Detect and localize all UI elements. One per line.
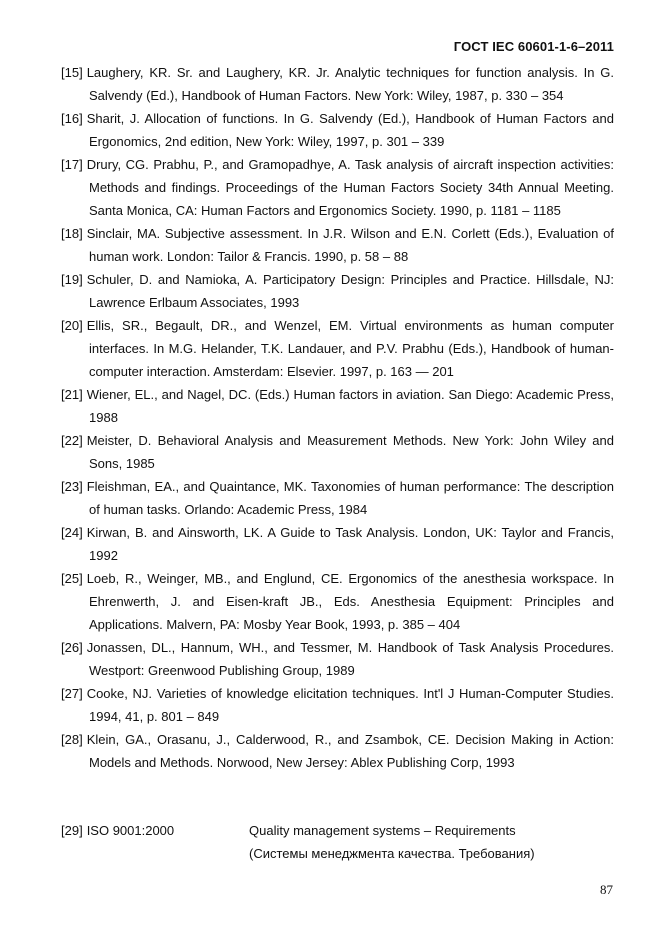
reference-item — [61, 314, 614, 383]
iso-standard-code: ISO 9001:2000 — [86, 823, 175, 838]
reference-item — [61, 153, 614, 222]
reference-item — [61, 222, 614, 268]
reference-number: [25] — [61, 571, 83, 586]
reference-text: Cooke, NJ. Varieties of knowledge elicitation techniques. Int'l J Human-Computer Studies. 1994, 41, p. 801 – 849 — [86, 686, 614, 724]
reference-number: [24] — [61, 525, 83, 540]
reference-list — [61, 61, 614, 774]
reference-item — [61, 268, 614, 314]
reference-number: [19] — [61, 272, 83, 287]
reference-text: Loeb, R., Weinger, MB., and Englund, CE. Ergonomics of the anesthesia workspace. In Ehrenwerth, J. and Eisen-kraft JB., Eds. Anesthesia Equipment: Principles and Applications. Malvern, PA: Mosby Year Book, 1993, p. 385 – 404 — [86, 571, 614, 632]
reference-item — [61, 383, 614, 429]
reference-text: Ellis, SR., Begault, DR., and Wenzel, EM. Virtual environments as human computer interfaces. In M.G. Helander, T.K. Landauer, and P.V. Prabhu (Eds.), Handbook of human-computer interaction. Amsterdam: Elsevier. 1997, p. 163 — 201 — [86, 318, 614, 379]
reference-number: [23] — [61, 479, 83, 494]
reference-text: Schuler, D. and Namioka, A. Participatory Design: Principles and Practice. Hillsdale, NJ: Lawrence Erlbaum Associates, 1993 — [86, 272, 614, 310]
reference-number: [18] — [61, 226, 83, 241]
document-header: ГОСТ IEC 60601-1-6–2011 — [453, 39, 614, 54]
reference-item — [61, 475, 614, 521]
reference-number: [16] — [61, 111, 83, 126]
reference-number: [28] — [61, 732, 83, 747]
iso-standard-title: Quality management systems – Requirements — [249, 823, 516, 838]
reference-item — [61, 682, 614, 728]
reference-number: [22] — [61, 433, 83, 448]
iso-standard-translation: (Системы менеджмента качества. Требования) — [249, 846, 535, 861]
reference-item — [61, 61, 614, 107]
reference-item — [61, 521, 614, 567]
reference-item — [61, 728, 614, 774]
reference-text: Kirwan, B. and Ainsworth, LK. A Guide to Task Analysis. London, UK: Taylor and Francis, 1992 — [86, 525, 614, 563]
reference-text: Sharit, J. Allocation of functions. In G. Salvendy (Ed.), Handbook of Human Factors and Ergonomics, 2nd edition, New York: Wiley, 1997, p. 301 – 339 — [86, 111, 614, 149]
reference-item — [61, 567, 614, 636]
reference-text: Sinclair, MA. Subjective assessment. In J.R. Wilson and E.N. Corlett (Eds.), Evaluation of human work. London: Tailor & Francis. 1990, p. 58 – 88 — [86, 226, 614, 264]
reference-item — [61, 429, 614, 475]
reference-number: [27] — [61, 686, 83, 701]
reference-text: Drury, CG. Prabhu, P., and Gramopadhye, A. Task analysis of aircraft inspection activities: Methods and findings. Proceedings of the Human Factors Society 34th Annual Meeting. Santa Monica, CA: Human Factors and Ergonomics Society. 1990, p. 1181 – 1185 — [86, 157, 614, 218]
reference-number: [26] — [61, 640, 83, 655]
reference-text: Laughery, KR. Sr. and Laughery, KR. Jr. Analytic techniques for function analysis. In G. Salvendy (Ed.), Handbook of Human Factors. New York: Wiley, 1987, p. 330 – 354 — [86, 65, 614, 103]
page-number: 87 — [600, 882, 613, 897]
reference-item — [61, 107, 614, 153]
reference-text: Klein, GA., Orasanu, J., Calderwood, R., and Zsambok, CE. Decision Making in Action: Models and Methods. Norwood, New Jersey: Ablex Publishing Corp, 1993 — [86, 732, 614, 770]
reference-text: Meister, D. Behavioral Analysis and Measurement Methods. New York: John Wiley and Sons, 1985 — [86, 433, 614, 471]
iso-reference-description — [249, 819, 614, 865]
iso-reference-id — [61, 819, 174, 842]
reference-text: Jonassen, DL., Hannum, WH., and Tessmer, M. Handbook of Task Analysis Procedures. Westport: Greenwood Publishing Group, 1989 — [86, 640, 614, 678]
reference-number: [21] — [61, 387, 83, 402]
reference-text: Wiener, EL., and Nagel, DC. (Eds.) Human factors in aviation. San Diego: Academic Press, 1988 — [86, 387, 614, 425]
reference-number: [29] — [61, 823, 83, 838]
reference-number: [20] — [61, 318, 83, 333]
reference-number: [15] — [61, 65, 83, 80]
reference-number: [17] — [61, 157, 83, 172]
reference-item — [61, 636, 614, 682]
reference-text: Fleishman, EA., and Quaintance, MK. Taxonomies of human performance: The description of human tasks. Orlando: Academic Press, 1984 — [86, 479, 614, 517]
